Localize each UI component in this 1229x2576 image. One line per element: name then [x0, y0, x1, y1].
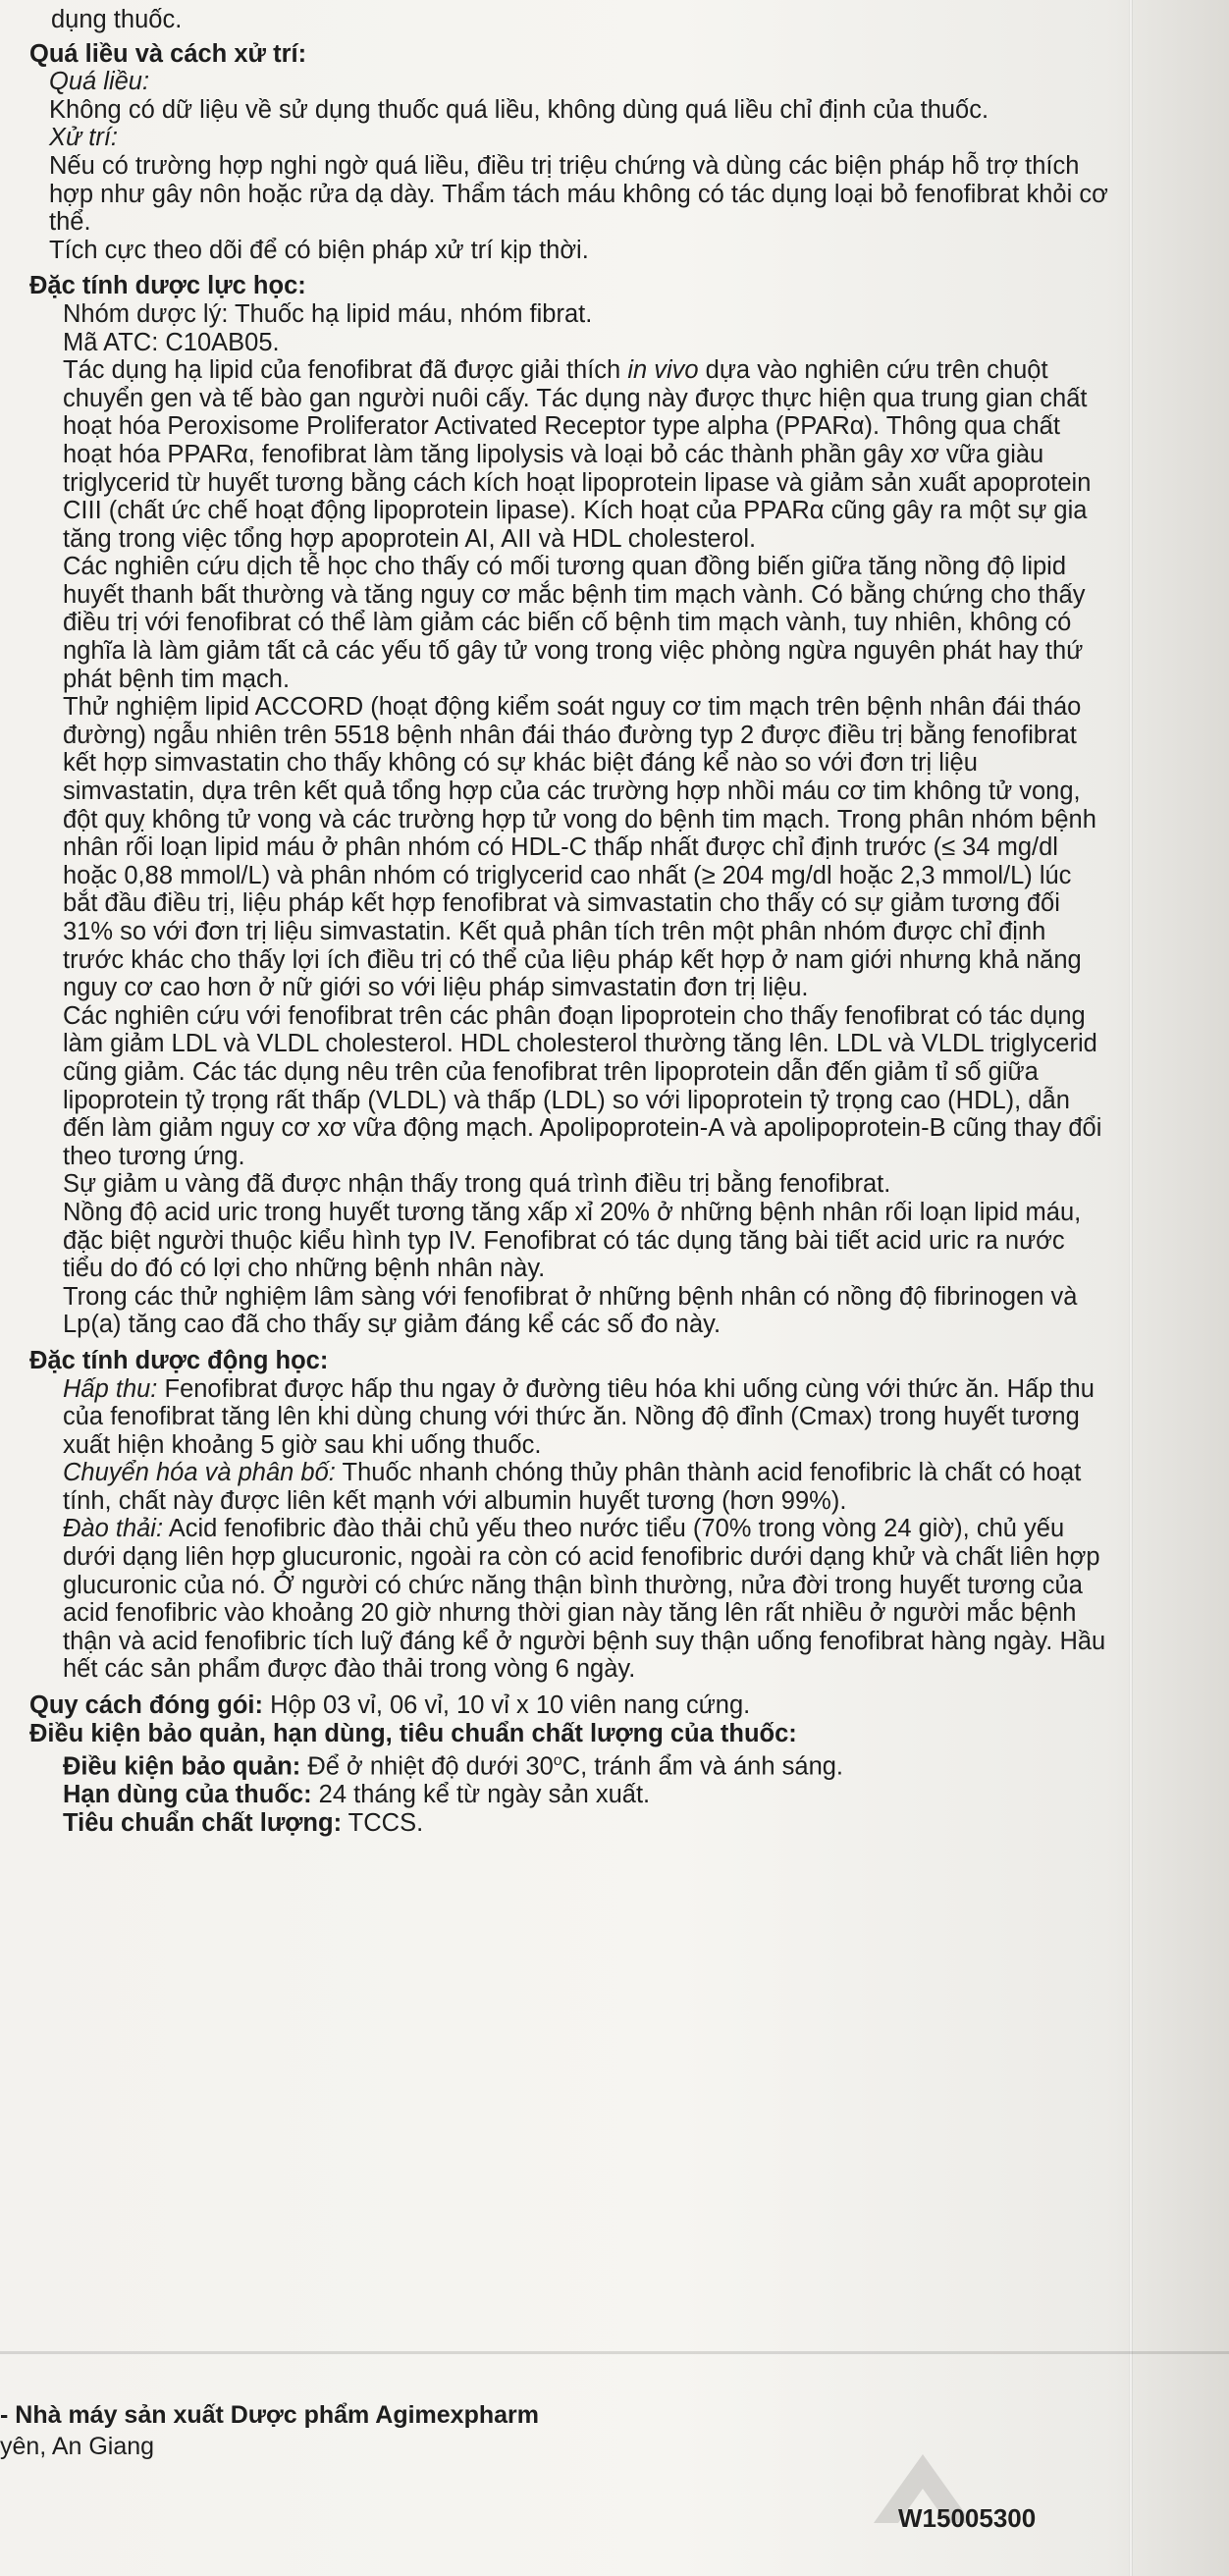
pharmacokinetics-section	[29, 1347, 1109, 1684]
quality-standard-text: TCCS.	[342, 1808, 424, 1837]
absorption-text: Fenofibrat được hấp thu ngay ở đường tiêu hóa khi uống cùng với thức ăn. Hấp thu của fenofibrat tăng lên khi dùng chung với thức ăn. Nồng độ đỉnh (Cmax) trong huyết tương xuất hiện khoảng 5 giờ sau khi uống thuốc.	[63, 1374, 1095, 1459]
pd-paragraph-7: Trong các thử nghiệm lâm sàng với fenofibrat ở những bệnh nhân có nồng độ fibrinogen và Lp(a) tăng cao đã cho thấy sự giảm đáng kể các số đo này.	[63, 1282, 1078, 1339]
pd-p1-italic: in vivo	[627, 356, 699, 385]
fold-line-vertical	[1129, 0, 1133, 2576]
packaging-text: Hộp 03 vỉ, 06 vỉ, 10 vỉ x 10 viên nang cứng.	[263, 1691, 751, 1720]
pd-paragraph-5: Sự giảm u vàng đã được nhận thấy trong quá trình điều trị bằng fenofibrat.	[63, 1170, 891, 1199]
atc-code: Mã ATC: C10AB05.	[63, 328, 280, 356]
shelf-life-label: Hạn dùng của thuốc:	[63, 1781, 312, 1809]
degree-sup: o	[553, 1752, 562, 1770]
packaging-section	[29, 1691, 1109, 1720]
overdose-heading: Quá liều và cách xử trí:	[29, 39, 307, 68]
pd-p1-text-a: Tác dụng hạ lipid của fenofibrat đã được giải thích	[63, 356, 628, 385]
monitor-text: Tích cực theo dõi để có biện pháp xử trí kịp thời.	[49, 236, 589, 264]
shelf-life-line	[29, 1781, 1109, 1809]
factory-address-fragment: yên, An Giang	[0, 2433, 155, 2460]
pd-paragraph-3: Thử nghiệm lipid ACCORD (hoạt động kiểm soát nguy cơ tim mạch trên bệnh nhân đái tháo đường) ngẫu nhiên trên 5518 bệnh nhân đái tháo đường typ 2 được điều trị bằng fenofibrat kết hợp simvastatin cho thấy không có sự khác biệt đáng kể nào so với đơn trị liệu simvastatin, dựa trên kết quả tổng hợp của các trường hợp nhồi máu cơ tim không tử vong, đột quỵ không tử vong và các trường hợp tử vong do bệnh tim mạch. Trong phân nhóm bệnh nhân rối loạn lipid máu ở phân nhóm có HDL-C thấp nhất được chỉ định trước (≤ 34 mg/dl hoặc 0,88 mmol/L) và phân nhóm có triglycerid cao nhất (≥ 204 mg/dl hoặc 2,3 mmol/L) lúc bắt đầu điều trị, liệu pháp kết hợp fenofibrat và simvastatin cho thấy có sự giảm tương đối 31% so với đơn trị liệu simvastatin. Kết quả phân tích trên một phân nhóm được chỉ định trước khác cho thấy lợi ích điều trị có thể của liệu pháp kết hợp ở nam giới nhưng khả năng nguy cơ cao hơn ở nữ giới so với liệu pháp simvastatin đơn trị liệu.	[63, 693, 1096, 1002]
metabolism-paragraph	[29, 1459, 1109, 1515]
packaging-line	[29, 1691, 1109, 1720]
pd-p1-text-b: dựa vào nghiên cứu trên chuột chuyển gen và tế bào gan người nuôi cấy. Tác dụng này được thực hiện qua trung gian chất hoạt hóa Peroxisome Proliferator Activated Receptor type alpha (PPARα). Thông qua chất hoạt hóa PPARα, fenofibrat làm tăng lipolysis và loại bỏ các thành phần gây xơ vữa giàu triglycerid từ huyết tương bằng cách kích hoạt lipoprotein lipase và giảm sản xuất apoprotein CIII (chất ức chế hoạt động lipoprotein lipase). Kích hoạt của PPARα cũng gây ra một sự gia tăng trong việc tổng hợp apoprotein AI, AII và HDL cholesterol.	[63, 356, 1092, 553]
leaflet-content	[29, 0, 1109, 1838]
top-partial-line: dụng thuốc.	[51, 6, 183, 33]
storage-condition-line	[29, 1747, 1109, 1781]
pd-paragraph-4: Các nghiên cứu với fenofibrat trên các phân đoạn lipoprotein cho thấy fenofibrat có tác dụng làm giảm LDL và VLDL cholesterol. HDL cholesterol thường tăng lên. LDL và VLDL triglycerid cũng giảm. Các tác dụng nêu trên của fenofibrat trên lipoprotein dẫn đến giảm tỉ số giữa lipoprotein tỷ trọng rất thấp (VLDL) và thấp (LDL) so với lipoprotein tỷ trọng cao (HDL), dẫn đến làm giảm nguy cơ xơ vữa động mạch. Apolipoprotein-A và apolipoprotein-B cũng thay đổi theo tương ứng.	[63, 1001, 1102, 1170]
storage-heading: Điều kiện bảo quản, hạn dùng, tiêu chuẩn chất lượng của thuốc:	[29, 1719, 797, 1747]
leaflet-code: W15005300	[898, 2503, 1037, 2533]
storage-condition-label: Điều kiện bảo quản:	[63, 1752, 301, 1781]
pd-paragraph-6: Nồng độ acid uric trong huyết tương tăng xấp xỉ 20% ở những bệnh nhân rối loạn lipid máu, đặc biệt người thuộc kiểu hình typ IV. Fenofibrat có tác dụng tăng bài tiết acid uric ra nước tiểu do đó có lợi cho những bệnh nhân này.	[63, 1198, 1082, 1283]
elimination-paragraph	[29, 1515, 1109, 1684]
fold-line-horizontal	[0, 2351, 1229, 2354]
absorption-paragraph	[29, 1375, 1109, 1460]
overdose-label: Quá liều:	[49, 68, 150, 96]
overdose-text: Không có dữ liệu về sử dụng thuốc quá liều, không dùng quá liều chỉ định của thuốc.	[49, 95, 989, 124]
treatment-label: Xử trí:	[49, 124, 119, 152]
packaging-label: Quy cách đóng gói:	[29, 1691, 264, 1720]
shelf-life-text: 24 tháng kể từ ngày sản xuất.	[311, 1781, 651, 1809]
pd-paragraph-1	[29, 356, 1109, 553]
treatment-text: Nếu có trường hợp nghi ngờ quá liều, điều trị triệu chứng và dùng các biện pháp hỗ trợ thích hợp như gây nôn hoặc rửa dạ dày. Thẩm tách máu không có tác dụng loại bỏ fenofibrat khỏi cơ thể.	[49, 151, 1108, 237]
quality-standard-line	[29, 1809, 1109, 1838]
pharmacological-group: Nhóm dược lý: Thuốc hạ lipid máu, nhóm fibrat.	[63, 299, 593, 328]
storage-condition-text-b: C, tránh ẩm và ánh sáng.	[561, 1752, 844, 1781]
quality-standard-label: Tiêu chuẩn chất lượng:	[63, 1808, 343, 1837]
pd-paragraph-2: Các nghiên cứu dịch tễ học cho thấy có mối tương quan đồng biến giữa tăng nồng độ lipid huyết thanh bất thường và tăng nguy cơ mắc bệnh tim mạch vành. Có bằng chứng cho thấy điều trị với fenofibrat có thể làm giảm các biến cố bệnh tim mạch vành, tuy nhiên, không có nghĩa là làm giảm tất cả các yếu tố gây tử vong trong việc phòng ngừa nguyên phát hay thứ phát bệnh tim mạch.	[63, 553, 1086, 693]
metabolism-label: Chuyển hóa và phân bố:	[63, 1459, 336, 1487]
elimination-text: Acid fenofibric đào thải chủ yếu theo nước tiểu (70% trong vòng 24 giờ), chủ yếu dưới dạng liên hợp glucuronic, ngoài ra còn có acid fenofibric dưới dạng khử và chất liên hợp glucuronic của nó. Ở người có chức năng thận bình thường, nửa đời trong huyết tương của acid fenofibric vào khoảng 20 giờ nhưng thời gian này tăng lên rất nhiều ở người mắc bệnh thận và acid fenofibric tích luỹ đáng kể ở người bệnh suy thận uống fenofibrat hàng ngày. Hầu hết các sản phẩm được đào thải trong vòng 6 ngày.	[63, 1515, 1106, 1684]
factory-name: - Nhà máy sản xuất Dược phẩm Agimexpharm	[0, 2401, 539, 2429]
absorption-label: Hấp thu:	[63, 1374, 158, 1403]
overdose-section	[29, 40, 1109, 265]
storage-condition-text-a: Để ở nhiệt độ dưới 30	[300, 1752, 554, 1781]
elimination-label: Đào thải:	[63, 1515, 164, 1543]
pharmacokinetics-heading: Đặc tính dược động học:	[29, 1346, 329, 1374]
pharmacodynamics-heading: Đặc tính dược lực học:	[29, 272, 306, 300]
pharmacodynamics-section	[29, 272, 1109, 1339]
metabolism-text: Thuốc nhanh chóng thủy phân thành acid fenofibric là chất có hoạt tính, chất này được liên kết mạnh với albumin huyết tương (hơn 99%).	[63, 1459, 1082, 1515]
storage-section	[29, 1720, 1109, 1838]
